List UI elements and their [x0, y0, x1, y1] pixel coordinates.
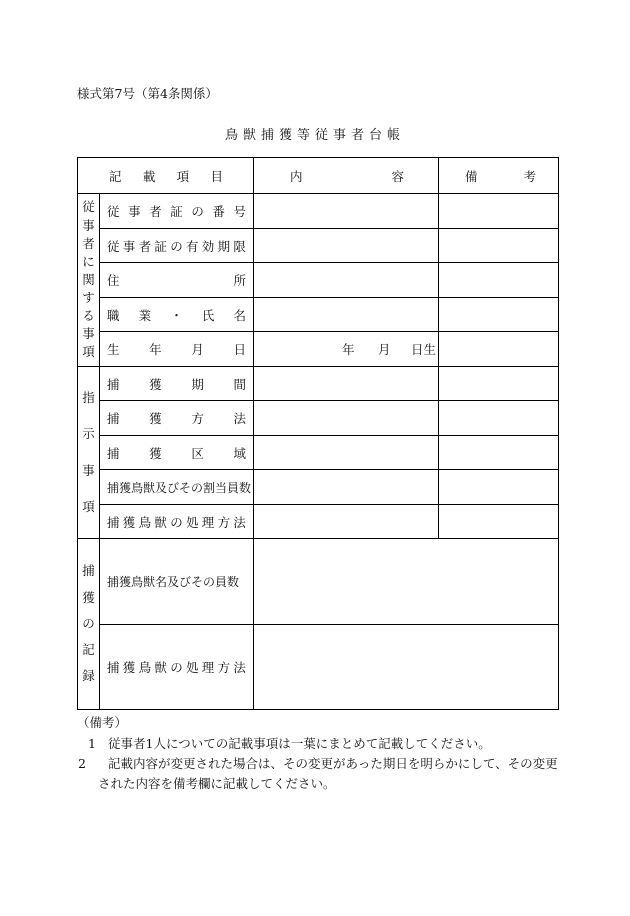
document-title: 鳥獣捕獲等従事者台帳	[224, 128, 405, 143]
label-capture-area: 捕 獲 区 域	[100, 436, 254, 470]
header-remarks	[439, 158, 559, 194]
remarks-capture-period[interactable]	[439, 367, 559, 401]
remarks-capture-area[interactable]	[439, 436, 559, 470]
content-address[interactable]	[254, 263, 439, 298]
header-remarks-label: 備 考	[465, 168, 536, 184]
content-cert-validity[interactable]	[254, 229, 439, 263]
group-instruction	[78, 367, 100, 539]
content-birthdate[interactable]	[254, 332, 439, 367]
label-disposal-method: 捕 獲 鳥 獣 の 処 理 方 法	[100, 505, 254, 539]
label-species-count: 捕獲鳥獣名及びその員数	[100, 539, 254, 625]
row-capture-method	[78, 401, 559, 436]
form-number: 様式第7号（第4条関係）	[77, 86, 218, 101]
remarks-capture-method[interactable]	[439, 401, 559, 436]
row-occupation-name	[78, 298, 559, 332]
content-capture-method[interactable]	[254, 401, 439, 436]
header-content-label: 内 容	[290, 168, 404, 184]
ledger-table	[77, 157, 559, 710]
row-species-count	[78, 539, 559, 625]
group-worker-label: 従 事 者 に 関 す る 事 項	[82, 199, 95, 360]
content-record-disposal[interactable]	[254, 625, 559, 710]
group-record-label: 捕 獲 の 記 録	[82, 563, 95, 684]
label-record-disposal: 捕 獲 鳥 獣 の 処 理 方 法	[100, 625, 254, 710]
label-capture-period: 捕 獲 期 間	[100, 367, 254, 401]
row-disposal-method	[78, 505, 559, 539]
remarks-cert-validity[interactable]	[439, 229, 559, 263]
row-capture-area	[78, 436, 559, 470]
header-item-label: 記 載 項 目	[109, 168, 223, 184]
remarks-species-quota[interactable]	[439, 470, 559, 505]
content-disposal-method[interactable]	[254, 505, 439, 539]
row-cert-validity	[78, 229, 559, 263]
content-occupation-name[interactable]	[254, 298, 439, 332]
group-worker	[78, 194, 100, 367]
row-address	[78, 263, 559, 298]
row-capture-period	[78, 367, 559, 401]
remarks-occupation-name[interactable]	[439, 298, 559, 332]
row-record-disposal	[78, 625, 559, 710]
remarks-note-2: 2 記載内容が変更された場合は、その変更があった期日を明らかにして、その変更された内容を備考欄に記載してください。	[78, 756, 558, 791]
header-content	[254, 158, 439, 194]
row-cert-number	[78, 194, 559, 229]
birthdate-value: 年 月 日生	[342, 342, 437, 357]
content-species-quota[interactable]	[254, 470, 439, 505]
label-occupation-name: 職 業 ・ 氏 名	[100, 298, 254, 332]
group-instruction-label: 指 示 事 項	[82, 390, 95, 514]
content-cert-number[interactable]	[254, 194, 439, 229]
remarks-disposal-method[interactable]	[439, 505, 559, 539]
label-cert-number: 従 事 者 証 の 番 号	[100, 194, 254, 229]
content-capture-period[interactable]	[254, 367, 439, 401]
content-species-count[interactable]	[254, 539, 559, 625]
label-birthdate: 生 年 月 日	[100, 332, 254, 367]
table-header-row	[78, 158, 559, 194]
group-record	[78, 539, 100, 710]
row-species-quota	[78, 470, 559, 505]
remarks-cert-number[interactable]	[439, 194, 559, 229]
content-capture-area[interactable]	[254, 436, 439, 470]
remarks-address[interactable]	[439, 263, 559, 298]
label-cert-validity: 従 事 者 証 の 有 効 期 限	[100, 229, 254, 263]
header-item	[78, 158, 254, 194]
label-address: 住 所	[100, 263, 254, 298]
label-species-quota: 捕獲鳥獣及びその割当員数	[100, 470, 254, 505]
remarks-heading: （備考）	[77, 715, 128, 730]
label-capture-method: 捕 獲 方 法	[100, 401, 254, 436]
remarks-birthdate[interactable]	[439, 332, 559, 367]
row-birthdate	[78, 332, 559, 367]
remarks-note-1: 1 従事者1人についての記載事項は一葉にまとめて記載してください。	[88, 736, 491, 751]
